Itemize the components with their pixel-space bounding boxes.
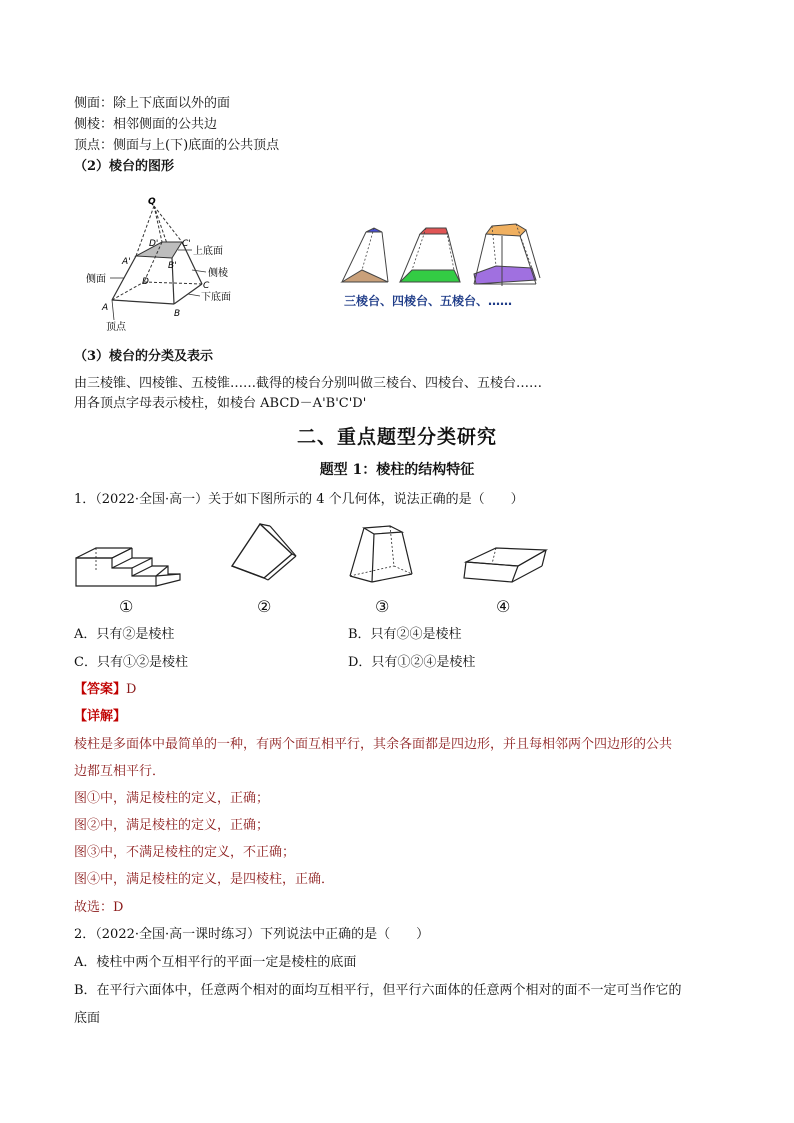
label-b-prime: B' xyxy=(168,261,177,271)
colored-frustums-figure xyxy=(336,218,546,292)
q1-figure-number-4: ④ xyxy=(496,597,511,616)
q1-figure-number-2: ② xyxy=(257,597,272,616)
label-vertex: 顶点 xyxy=(106,322,126,333)
q2-option-a: A．棱柱中两个互相平行的平面一定是棱柱的底面 xyxy=(74,955,357,970)
pent-frustum-base xyxy=(474,266,536,284)
def-vertex: 顶点：侧面与上(下)底面的公共顶点 xyxy=(74,138,280,153)
q1-figure-1-staircase xyxy=(72,542,184,592)
label-a-prime: A' xyxy=(122,257,131,267)
q1-option-a: A．只有②是棱柱 xyxy=(74,627,175,642)
def-lateral-edge: 侧棱：相邻侧面的公共边 xyxy=(74,117,218,132)
q2-stem: 2．（2022·全国·高一课时练习）下列说法中正确的是（ ） xyxy=(74,927,430,942)
section2-heading: （2）棱台的图形 xyxy=(74,159,175,174)
label-lateral-face: 侧面 xyxy=(86,274,106,285)
label-a: A xyxy=(102,303,109,313)
q1-answer xyxy=(74,681,136,699)
q2-option-b-line-2: 底面 xyxy=(74,1011,101,1026)
type-heading: 题型 1：棱柱的结构特征 xyxy=(319,462,475,478)
label-d-prime: D' xyxy=(149,239,159,249)
q1-detail-line-4: 图②中，满足棱柱的定义，正确； xyxy=(74,818,270,833)
q1-figure-number-1: ① xyxy=(119,597,134,616)
q1-answer-value: D xyxy=(126,682,137,697)
q1-option-d: D．只有①②④是棱柱 xyxy=(348,655,476,670)
q1-answer-label: 【答案】 xyxy=(74,682,127,697)
q1-detail-line-6: 图④中，满足棱柱的定义，是四棱柱，正确． xyxy=(74,872,335,887)
q1-detail-label: 【详解】 xyxy=(74,709,127,724)
notation-text: 用各顶点字母表示棱柱，如棱台 ABCD－A'B'C'D' xyxy=(74,396,367,411)
label-top-base: 上底面 xyxy=(193,246,223,257)
q1-detail-line-3: 图①中，满足棱柱的定义，正确； xyxy=(74,791,270,806)
classification-text: 由三棱锥、四棱锥、五棱锥……截得的棱台分别叫做三棱台、四棱台、五棱台…… xyxy=(74,376,543,391)
q1-detail-line-2: 边都互相平行． xyxy=(74,764,166,779)
label-bottom-base: 下底面 xyxy=(201,292,231,303)
labeled-frustum-figure xyxy=(84,192,254,342)
label-b: B xyxy=(174,309,181,319)
q1-option-b: B．只有②④是棱柱 xyxy=(348,627,462,642)
pent-frustum-top xyxy=(486,224,526,236)
q2-option-b-line-1: B．在平行六面体中，任意两个相对的面均互相平行，但平行六面体的任意两个相对的面不一定可当作它的 xyxy=(74,983,682,998)
q1-detail-line-5: 图③中，不满足棱柱的定义，不正确； xyxy=(74,845,296,860)
q1-figure-4-prism xyxy=(462,544,552,586)
frustum-caption: 三棱台、四棱台、五棱台、…… xyxy=(344,294,513,308)
label-d: D xyxy=(142,277,149,287)
tri-frustum-base xyxy=(342,270,388,282)
quad-frustum-base xyxy=(400,270,460,282)
q1-stem: 1．（2022·全国·高一）关于如下图所示的 4 个几何体，说法正确的是（ ） xyxy=(74,492,524,507)
q1-option-c: C．只有①②是棱柱 xyxy=(74,655,188,670)
label-c-prime: C' xyxy=(182,239,191,249)
q1-conclusion: 故选：D xyxy=(74,900,124,915)
q1-detail-line-1: 棱柱是多面体中最简单的一种，有两个面互相平行，其余各面都是四边形，并且每相邻两个四边形的公共 xyxy=(74,737,673,752)
q1-figure-2-slanted-prism xyxy=(226,520,302,582)
section3-heading: （3）棱台的分类及表示 xyxy=(74,349,214,364)
label-lateral-edge: 侧棱 xyxy=(208,268,228,279)
def-lateral-face: 侧面：除上下底面以外的面 xyxy=(74,96,231,111)
label-c: C xyxy=(203,281,210,291)
label-q: Q xyxy=(148,197,156,207)
q1-figure-3-frustum xyxy=(346,522,418,584)
part-heading: 二、重点题型分类研究 xyxy=(296,426,497,448)
q1-figure-number-3: ③ xyxy=(375,597,390,616)
